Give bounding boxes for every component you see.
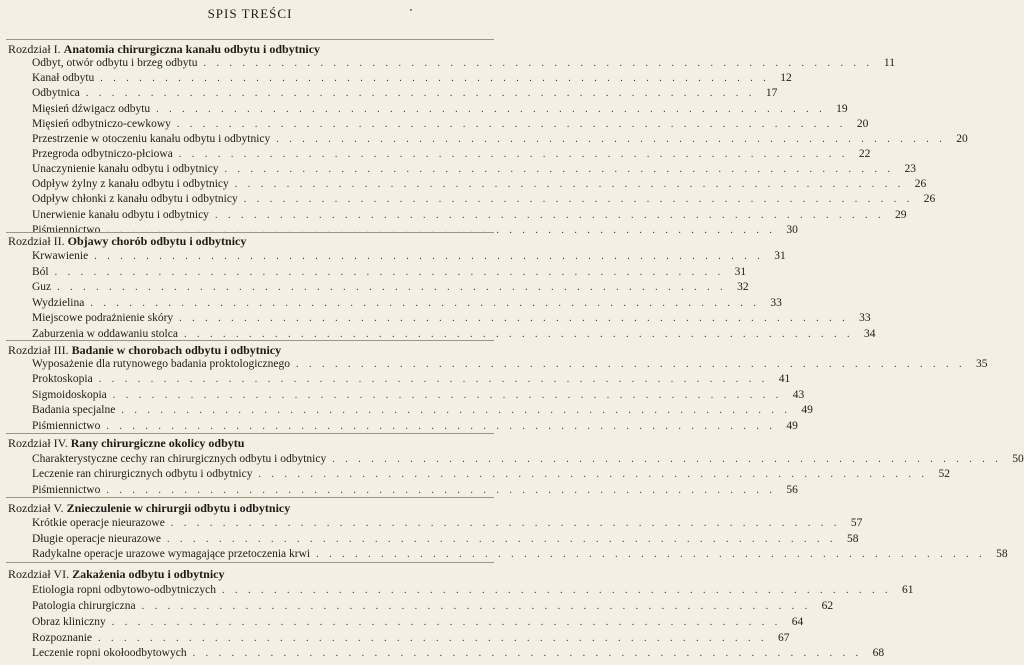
entry-page-number: 62: [821, 600, 834, 612]
toc-entry: [32, 115, 869, 130]
entry-page-number: 67: [778, 632, 790, 644]
toc-entry: [32, 417, 798, 432]
dot-leader: . . . . . . . . . . . . . . . . . . . . . . . . . . . . . . . . . . . . . . . . . . . . . . . . . . . .: [276, 134, 946, 145]
chapter-name: Badanie w chorobach odbytu i odbytnicy: [71, 343, 282, 357]
entry-page-number: 12: [780, 72, 792, 84]
dot-leader: . . . . . . . . . . . . . . . . . . . . . . . . . . . . . . . . . . . . . . . . . . . . . . . . . . . .: [100, 73, 770, 84]
toc-entry: [32, 325, 876, 340]
dot-leader: . . . . . . . . . . . . . . . . . . . . . . . . . . . . . . . . . . . . . . . . . . . . . . . . . . . .: [295, 359, 966, 370]
dot-leader: . . . . . . . . . . . . . . . . . . . . . . . . . . . . . . . . . . . . . . . . . . . . . . . . . . . .: [98, 374, 769, 385]
toc-entry: [32, 355, 988, 370]
entry-page-number: 19: [836, 103, 848, 115]
toc-entry: [32, 130, 968, 145]
toc-entry: [32, 370, 791, 385]
toc-entry: [32, 160, 917, 175]
toc-entry: [32, 100, 848, 115]
entry-title: Mięsień dźwigacz odbytu: [32, 103, 151, 115]
toc-entry: [32, 530, 859, 545]
dot-leader: . . . . . . . . . . . . . . . . . . . . . . . . . . . . . . . . . . . . . . . . . . . . . . . . . . . .: [98, 633, 768, 644]
toc-entry: [32, 278, 749, 293]
entry-page-number: 50: [1012, 453, 1024, 465]
toc-entry: [32, 294, 782, 309]
chapter-divider: [6, 39, 494, 40]
page-title: SPIS TREŚCI: [207, 6, 293, 21]
chapter-label: Rozdział I.: [8, 42, 61, 56]
entry-title: Unerwienie kanału odbytu i odbytnicy: [32, 209, 209, 221]
entry-page-number: 34: [863, 328, 876, 340]
toc-entry: [32, 69, 792, 84]
dot-leader: . . . . . . . . . . . . . . . . . . . . . . . . . . . . . . . . . . . . . . . . . . . . . . . . . . . .: [90, 298, 760, 309]
entry-title: Mięsień odbytniczo-cewkowy: [32, 118, 171, 130]
toc-entry: [32, 465, 950, 480]
entry-title: Unaczynienie kanału odbytu i odbytnicy: [32, 163, 219, 175]
entry-page-number: 58: [996, 548, 1008, 560]
entry-page-number: 58: [847, 533, 859, 545]
entry-title: Radykalne operacje urazowe wymagające przetoczenia krwi: [32, 548, 311, 560]
toc-entry: [32, 514, 863, 529]
dot-leader: . . . . . . . . . . . . . . . . . . . . . . . . . . . . . . . . . . . . . . . . . . . . . . . . . . . .: [156, 104, 826, 115]
entry-page-number: 20: [856, 118, 869, 130]
entry-title: Przestrzenie w otoczeniu kanału odbytu i odbytnicy: [32, 133, 271, 145]
toc-entry: [32, 450, 1024, 465]
entry-page-number: 33: [859, 312, 871, 324]
entry-page-number: 52: [938, 468, 950, 480]
toc-entry: [32, 597, 834, 612]
entry-title: Patologia chirurgiczna: [32, 600, 136, 612]
dot-leader: . . . . . . . . . . . . . . . . . . . . . . . . . . . . . . . . . . . . . . . . . . . . . . . . . . . .: [94, 251, 764, 262]
entry-page-number: 43: [792, 389, 805, 401]
entry-page-number: 22: [858, 148, 871, 160]
entry-page-number: 41: [778, 373, 791, 385]
entry-title: Piśmiennictwo: [32, 224, 101, 236]
toc-entry: [32, 54, 895, 69]
chapter-name: Rany chirurgiczne okolicy odbytu: [70, 436, 245, 450]
entry-title: Miejscowe podrażnienie skóry: [32, 312, 174, 324]
chapter-name: Znieczulenie w chirurgii odbytu i odbytnicy: [66, 501, 291, 515]
chapter-divider: [6, 562, 494, 563]
dot-leader: . . . . . . . . . . . . . . . . . . . . . . . . . . . . . . . . . . . . . . . . . . . . . . . . . . . .: [243, 194, 914, 205]
entry-page-number: 35: [975, 358, 988, 370]
toc-entry: [32, 190, 936, 205]
entry-title: Długie operacje nieurazowe: [32, 533, 161, 545]
entry-page-number: 17: [765, 87, 778, 99]
chapter-heading: [8, 436, 244, 451]
dot-leader: . . . . . . . . . . . . . . . . . . . . . . . . . . . . . . . . . . . . . . . . . . . . . . . . . . . .: [316, 549, 986, 560]
entry-title: Krwawienie: [32, 250, 89, 262]
dot-leader: . . . . . . . . . . . . . . . . . . . . . . . . . . . . . . . . . . . . . . . . . . . . . . . . . . . .: [57, 282, 727, 293]
entry-title: Etiologia ropni odbytowo-odbytniczych: [32, 584, 216, 596]
dot-leader: . . . . . . . . . . . . . . . . . . . . . . . . . . . . . . . . . . . . . . . . . . . . . . . . . . . .: [183, 329, 854, 340]
toc-entry: [32, 247, 786, 262]
dot-leader: . . . . . . . . . . . . . . . . . . . . . . . . . . . . . . . . . . . . . . . . . . . . . . . . . . . .: [332, 454, 1002, 465]
toc-entry: [32, 401, 813, 416]
toc-entry: [32, 629, 790, 644]
entry-title: Odpływ żylny z kanału odbytu i odbytnicy: [32, 178, 229, 190]
entry-page-number: 32: [737, 281, 749, 293]
entry-title: Wydzielina: [32, 297, 85, 309]
toc-entry: [32, 545, 1008, 560]
entry-title: Ból: [32, 266, 49, 278]
chapter-label: Rozdział IV.: [8, 436, 68, 450]
chapter-label: Rozdział V.: [8, 501, 64, 515]
entry-page-number: 64: [791, 616, 804, 628]
dot-leader: . . . . . . . . . . . . . . . . . . . . . . . . . . . . . . . . . . . . . . . . . . . . . . . . . . . .: [85, 88, 756, 99]
dot-leader: . . . . . . . . . . . . . . . . . . . . . . . . . . . . . . . . . . . . . . . . . . . . . . . . . . . .: [179, 313, 849, 324]
dot-leader: . . . . . . . . . . . . . . . . . . . . . . . . . . . . . . . . . . . . . . . . . . . . . . . . . . . .: [121, 405, 791, 416]
entry-page-number: 68: [872, 647, 885, 659]
entry-page-number: 11: [883, 57, 895, 69]
chapter-divider: [6, 433, 494, 434]
dot-leader: . . . . . . . . . . . . . . . . . . . . . . . . . . . . . . . . . . . . . . . . . . . . . . . . . . . .: [224, 164, 895, 175]
dot-leader: . . . . . . . . . . . . . . . . . . . . . . . . . . . . . . . . . . . . . . . . . . . . . . . . . . . .: [192, 648, 863, 659]
dot-leader: . . . . . . . . . . . . . . . . . . . . . . . . . . . . . . . . . . . . . . . . . . . . . . . . . . . .: [54, 267, 725, 278]
entry-page-number: 33: [770, 297, 782, 309]
chapter-heading: [8, 567, 224, 582]
entry-title: Rozpoznanie: [32, 632, 93, 644]
entry-page-number: 31: [774, 250, 786, 262]
dot-leader: . . . . . . . . . . . . . . . . . . . . . . . . . . . . . . . . . . . . . . . . . . . . . . . . . . . .: [221, 585, 892, 596]
toc-entry: [32, 644, 885, 659]
toc-entry: [32, 386, 805, 401]
entry-page-number: 49: [786, 420, 798, 432]
entry-page-number: 26: [923, 193, 936, 205]
entry-title: Charakterystyczne cechy ran chirurgicznych odbytu i odbytnicy: [32, 453, 327, 465]
chapter-label: Rozdział III.: [8, 343, 69, 357]
dot-leader: . . . . . . . . . . . . . . . . . . . . . . . . . . . . . . . . . . . . . . . . . . . . . . . . . . . .: [111, 617, 782, 628]
entry-title: Leczenie ran chirurgicznych odbytu i odbytnicy: [32, 468, 253, 480]
entry-page-number: 57: [850, 517, 863, 529]
dot-leader: . . . . . . . . . . . . . . . . . . . . . . . . . . . . . . . . . . . . . . . . . . . . . . . . . . . .: [141, 601, 812, 612]
entry-title: Obraz kliniczny: [32, 616, 106, 628]
entry-title: Zaburzenia w oddawaniu stolca: [32, 328, 178, 340]
entry-title: Odbyt, otwór odbytu i brzeg odbytu: [32, 57, 198, 69]
entry-page-number: 61: [901, 584, 914, 596]
chapter-divider: [6, 497, 494, 498]
dot-leader: . . . . . . . . . . . . . . . . . . . . . . . . . . . . . . . . . . . . . . . . . . . . . . . . . . . .: [112, 390, 783, 401]
entry-title: Proktoskopia: [32, 373, 93, 385]
chapter-name: Zakażenia odbytu i odbytnicy: [72, 567, 225, 581]
entry-page-number: 20: [956, 133, 968, 145]
dot-leader: . . . . . . . . . . . . . . . . . . . . . . . . . . . . . . . . . . . . . . . . . . . . . . . . . . . .: [258, 469, 928, 480]
chapter-name: Anatomia chirurgiczna kanału odbytu i odbytnicy: [63, 42, 321, 56]
toc-entry: [32, 206, 907, 221]
toc-entry: [32, 613, 804, 628]
entry-page-number: 49: [801, 404, 813, 416]
entry-title: Badania specjalne: [32, 404, 116, 416]
toc-entry: [32, 481, 798, 496]
dot-leader: . . . . . . . . . . . . . . . . . . . . . . . . . . . . . . . . . . . . . . . . . . . . . . . . . . . .: [167, 534, 837, 545]
dot-leader: . . . . . . . . . . . . . . . . . . . . . . . . . . . . . . . . . . . . . . . . . . . . . . . . . . . .: [170, 518, 841, 529]
chapter-divider: [6, 340, 494, 341]
entry-title: Leczenie ropni okołoodbytowych: [32, 647, 187, 659]
entry-title: Piśmiennictwo: [32, 420, 101, 432]
entry-page-number: 26: [914, 178, 927, 190]
entry-title: Odpływ chłonki z kanału odbytu i odbytnicy: [32, 193, 238, 205]
dot-leader: . . . . . . . . . . . . . . . . . . . . . . . . . . . . . . . . . . . . . . . . . . . . . . . . . . . .: [178, 149, 849, 160]
chapter-label: Rozdział VI.: [8, 567, 70, 581]
dot-leader: . . . . . . . . . . . . . . . . . . . . . . . . . . . . . . . . . . . . . . . . . . . . . . . . . . . .: [214, 210, 885, 221]
dot-leader: . . . . . . . . . . . . . . . . . . . . . . . . . . . . . . . . . . . . . . . . . . . . . . . . . . . .: [176, 119, 847, 130]
entry-page-number: 23: [904, 163, 917, 175]
dot-leader: . . . . . . . . . . . . . . . . . . . . . . . . . . . . . . . . . . . . . . . . . . . . . . . . . . . .: [106, 225, 776, 236]
entry-page-number: 30: [786, 224, 798, 236]
entry-page-number: 56: [786, 484, 798, 496]
chapter-name: Objawy chorób odbytu i odbytnicy: [67, 234, 247, 248]
entry-title: Piśmiennictwo: [32, 484, 101, 496]
dot-leader: . . . . . . . . . . . . . . . . . . . . . . . . . . . . . . . . . . . . . . . . . . . . . . . . . . . .: [106, 485, 776, 496]
entry-page-number: 29: [894, 209, 907, 221]
toc-entry: [32, 145, 871, 160]
toc-entry: [32, 309, 871, 324]
chapter-divider: [6, 232, 494, 233]
entry-title: Guz: [32, 281, 52, 293]
entry-title: Przegroda odbytniczo-płciowa: [32, 148, 173, 160]
entry-title: Wyposażenie dla rutynowego badania proktologicznego: [32, 358, 290, 370]
toc-entry: [32, 263, 747, 278]
dot-leader: . . . . . . . . . . . . . . . . . . . . . . . . . . . . . . . . . . . . . . . . . . . . . . . . . . . .: [106, 421, 776, 432]
toc-entry: [32, 581, 914, 596]
entry-title: Krótkie operacje nieurazowe: [32, 517, 165, 529]
toc-entry: [32, 175, 927, 190]
chapter-label: Rozdział II.: [8, 234, 65, 248]
entry-title: Odbytnica: [32, 87, 80, 99]
dot-leader: . . . . . . . . . . . . . . . . . . . . . . . . . . . . . . . . . . . . . . . . . . . . . . . . . . . .: [203, 58, 873, 69]
entry-title: Kanał odbytu: [32, 72, 95, 84]
entry-title: Sigmoidoskopia: [32, 389, 107, 401]
dot-leader: . . . . . . . . . . . . . . . . . . . . . . . . . . . . . . . . . . . . . . . . . . . . . . . . . . . .: [234, 179, 905, 190]
toc-entry: [32, 84, 778, 99]
entry-page-number: 31: [734, 266, 747, 278]
